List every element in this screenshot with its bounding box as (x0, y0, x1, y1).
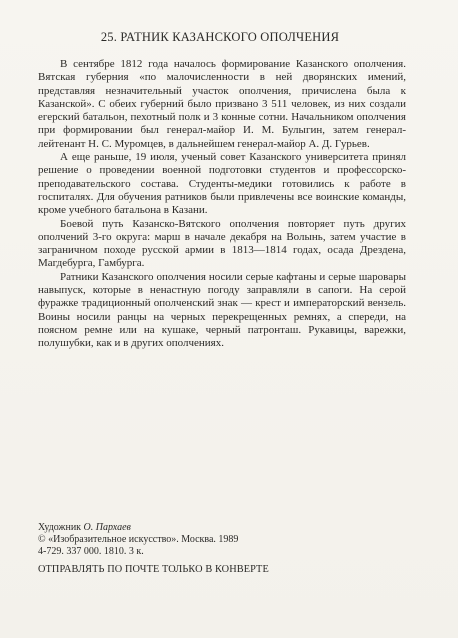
page-title: 25. РАТНИК КАЗАНСКОГО ОПОЛЧЕНИЯ (100, 30, 340, 44)
paragraph-1: В сентябре 1812 года началось формирование Казанского ополчения. Вятская губерния «по малочисленности в ней дворянских имений, представляя незначительный участок ополчения, причислена была к Казанской». С обеих губерний было призвано 3 511 человек, из них создали егерский батальон, пехотный полк и 3 конные сотни. Начальником ополчения при формировании был генерал-майор И. М. Булыгин, затем генерал-лейтенант Н. С. Муромцев, в дальнейшем генерал-майор А. Д. Гурьев. (38, 58, 406, 150)
artist-label: Художник (38, 522, 82, 533)
paragraph-4: Ратники Казанского ополчения носили серые кафтаны и серые шаровары навыпуск, которые в ненастную погоду заправляли в сапоги. На серой фуражке традиционный ополченский знак — крест и императорский вензель. Воины носили ранцы на черных перекрещенных ремнях, а спереди, на поясном ремне или на кушаке, черный патронташ. Рукавицы, варежки, полушубки, как и в других ополчениях. (38, 270, 406, 350)
artist-name: О. Пархаев (83, 522, 131, 533)
article-body (38, 58, 406, 351)
credits-block (38, 522, 418, 558)
print-code-line: 4-729. 337 000. 1810. 3 к. (38, 546, 144, 557)
mailing-note: ОТПРАВЛЯТЬ ПО ПОЧТЕ ТОЛЬКО В КОНВЕРТЕ (38, 564, 269, 575)
publisher-line: © «Изобразительное искусство». Москва. 1989 (38, 534, 239, 545)
paragraph-3: Боевой путь Казанско-Вятского ополчения повторяет путь других ополчений 3-го округа: марш в начале декабря на Волынь, затем участие в заграничном походе русской армии в 1813—1814 годах, осада Дрездена, Магдебурга, Гамбурга. (38, 217, 406, 270)
paragraph-2: А еще раньше, 19 июля, ученый совет Казанского университета принял решение о проведении военной подготовки студентов и профессорско-преподавательского состава. Студенты-медики готовились к работе в госпиталях. Для обучения ратников были привлечены все воинские команды, кроме учебного батальона в Казани. (38, 151, 406, 217)
artist-line (38, 522, 418, 534)
